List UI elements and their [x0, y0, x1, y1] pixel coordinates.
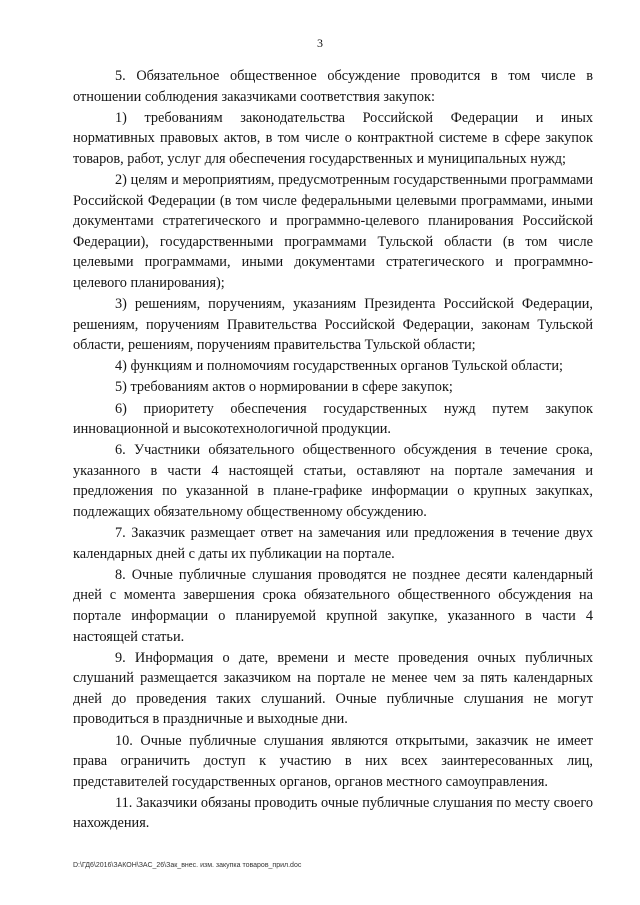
paragraph-item-6: 6) приоритету обеспечения государственных нужд путем закупок инновационной и высокотехнологичной продукции.: [73, 400, 593, 438]
paragraph-item-5: 5) требованиям актов о нормировании в сфере закупок;: [115, 379, 453, 396]
paragraph-8: 8. Очные публичные слушания проводятся не позднее десяти календарный дней с момента завершения срока обязательного общественного обсуждения на портале информации о планируемой крупной закупке, указанного в части 4 настоящей статьи.: [73, 566, 593, 645]
paragraph-5-intro: 5. Обязательное общественное обсуждение проводится в том числе в отношении соблюдения заказчиками соответствия закупок:: [73, 68, 593, 105]
paragraph-11: 11. Заказчики обязаны проводить очные публичные слушания по месту своего нахождения.: [73, 794, 593, 832]
document-body: [73, 66, 593, 834]
page-number: 3: [317, 36, 323, 50]
paragraph-item-2: 2) целям и мероприятиям, предусмотренным государственными программами Российской Федерации (в том числе федеральными целевыми программами, иными документами стратегического и программно-целевого планирования Российской Федерации), государственными программами Тульской области (в том числе целевыми программами, иными документами стратегического и программно-целевого планирования);: [73, 171, 593, 291]
footer-file-path: D:\ГД6\2016\ЗАКОН\ЗАС_26\Зак_внес. изм. закупка товаров_прил.doc: [73, 862, 302, 869]
paragraph-10: 10. Очные публичные слушания являются открытыми, заказчик не имеет права ограничить доступ к участию в них всех заинтересованных лиц, представителей государственных органов, органов местного самоуправления.: [73, 732, 593, 790]
paragraph-6: 6. Участники обязательного общественного обсуждения в течение срока, указанного в части 4 настоящей статьи, оставляют на портале замечания и предложения по указанной в плане-графике информации о крупных закупках, подлежащих обязательному общественному обсуждению.: [73, 442, 593, 520]
paragraph-7: 7. Заказчик размещает ответ на замечания или предложения в течение двух календарных дней с даты их публикации на портале.: [73, 525, 593, 562]
paragraph-9: 9. Информация о дате, времени и месте проведения очных публичных слушаний размещается заказчиком на портале не менее чем за пять календарных дней до проведения таких слушаний. Очные публичные слушания не могут проводиться в праздничные и выходные дни.: [73, 649, 593, 728]
paragraph-item-4: 4) функциям и полномочиям государственных органов Тульской области;: [115, 358, 563, 375]
paragraph-item-3: 3) решениям, поручениям, указаниям Президента Российской Федерации, решениям, поручениям Правительства Российской Федерации, законам Тульской области, решениям, поручениям правительства Тульской области;: [73, 296, 593, 354]
paragraph-item-1: 1) требованиям законодательства Российской Федерации и иных нормативных правовых актов, в том числе о контрактной системе в сфере закупок товаров, работ, услуг для обеспечения государственных и муниципальных нужд;: [73, 109, 593, 167]
